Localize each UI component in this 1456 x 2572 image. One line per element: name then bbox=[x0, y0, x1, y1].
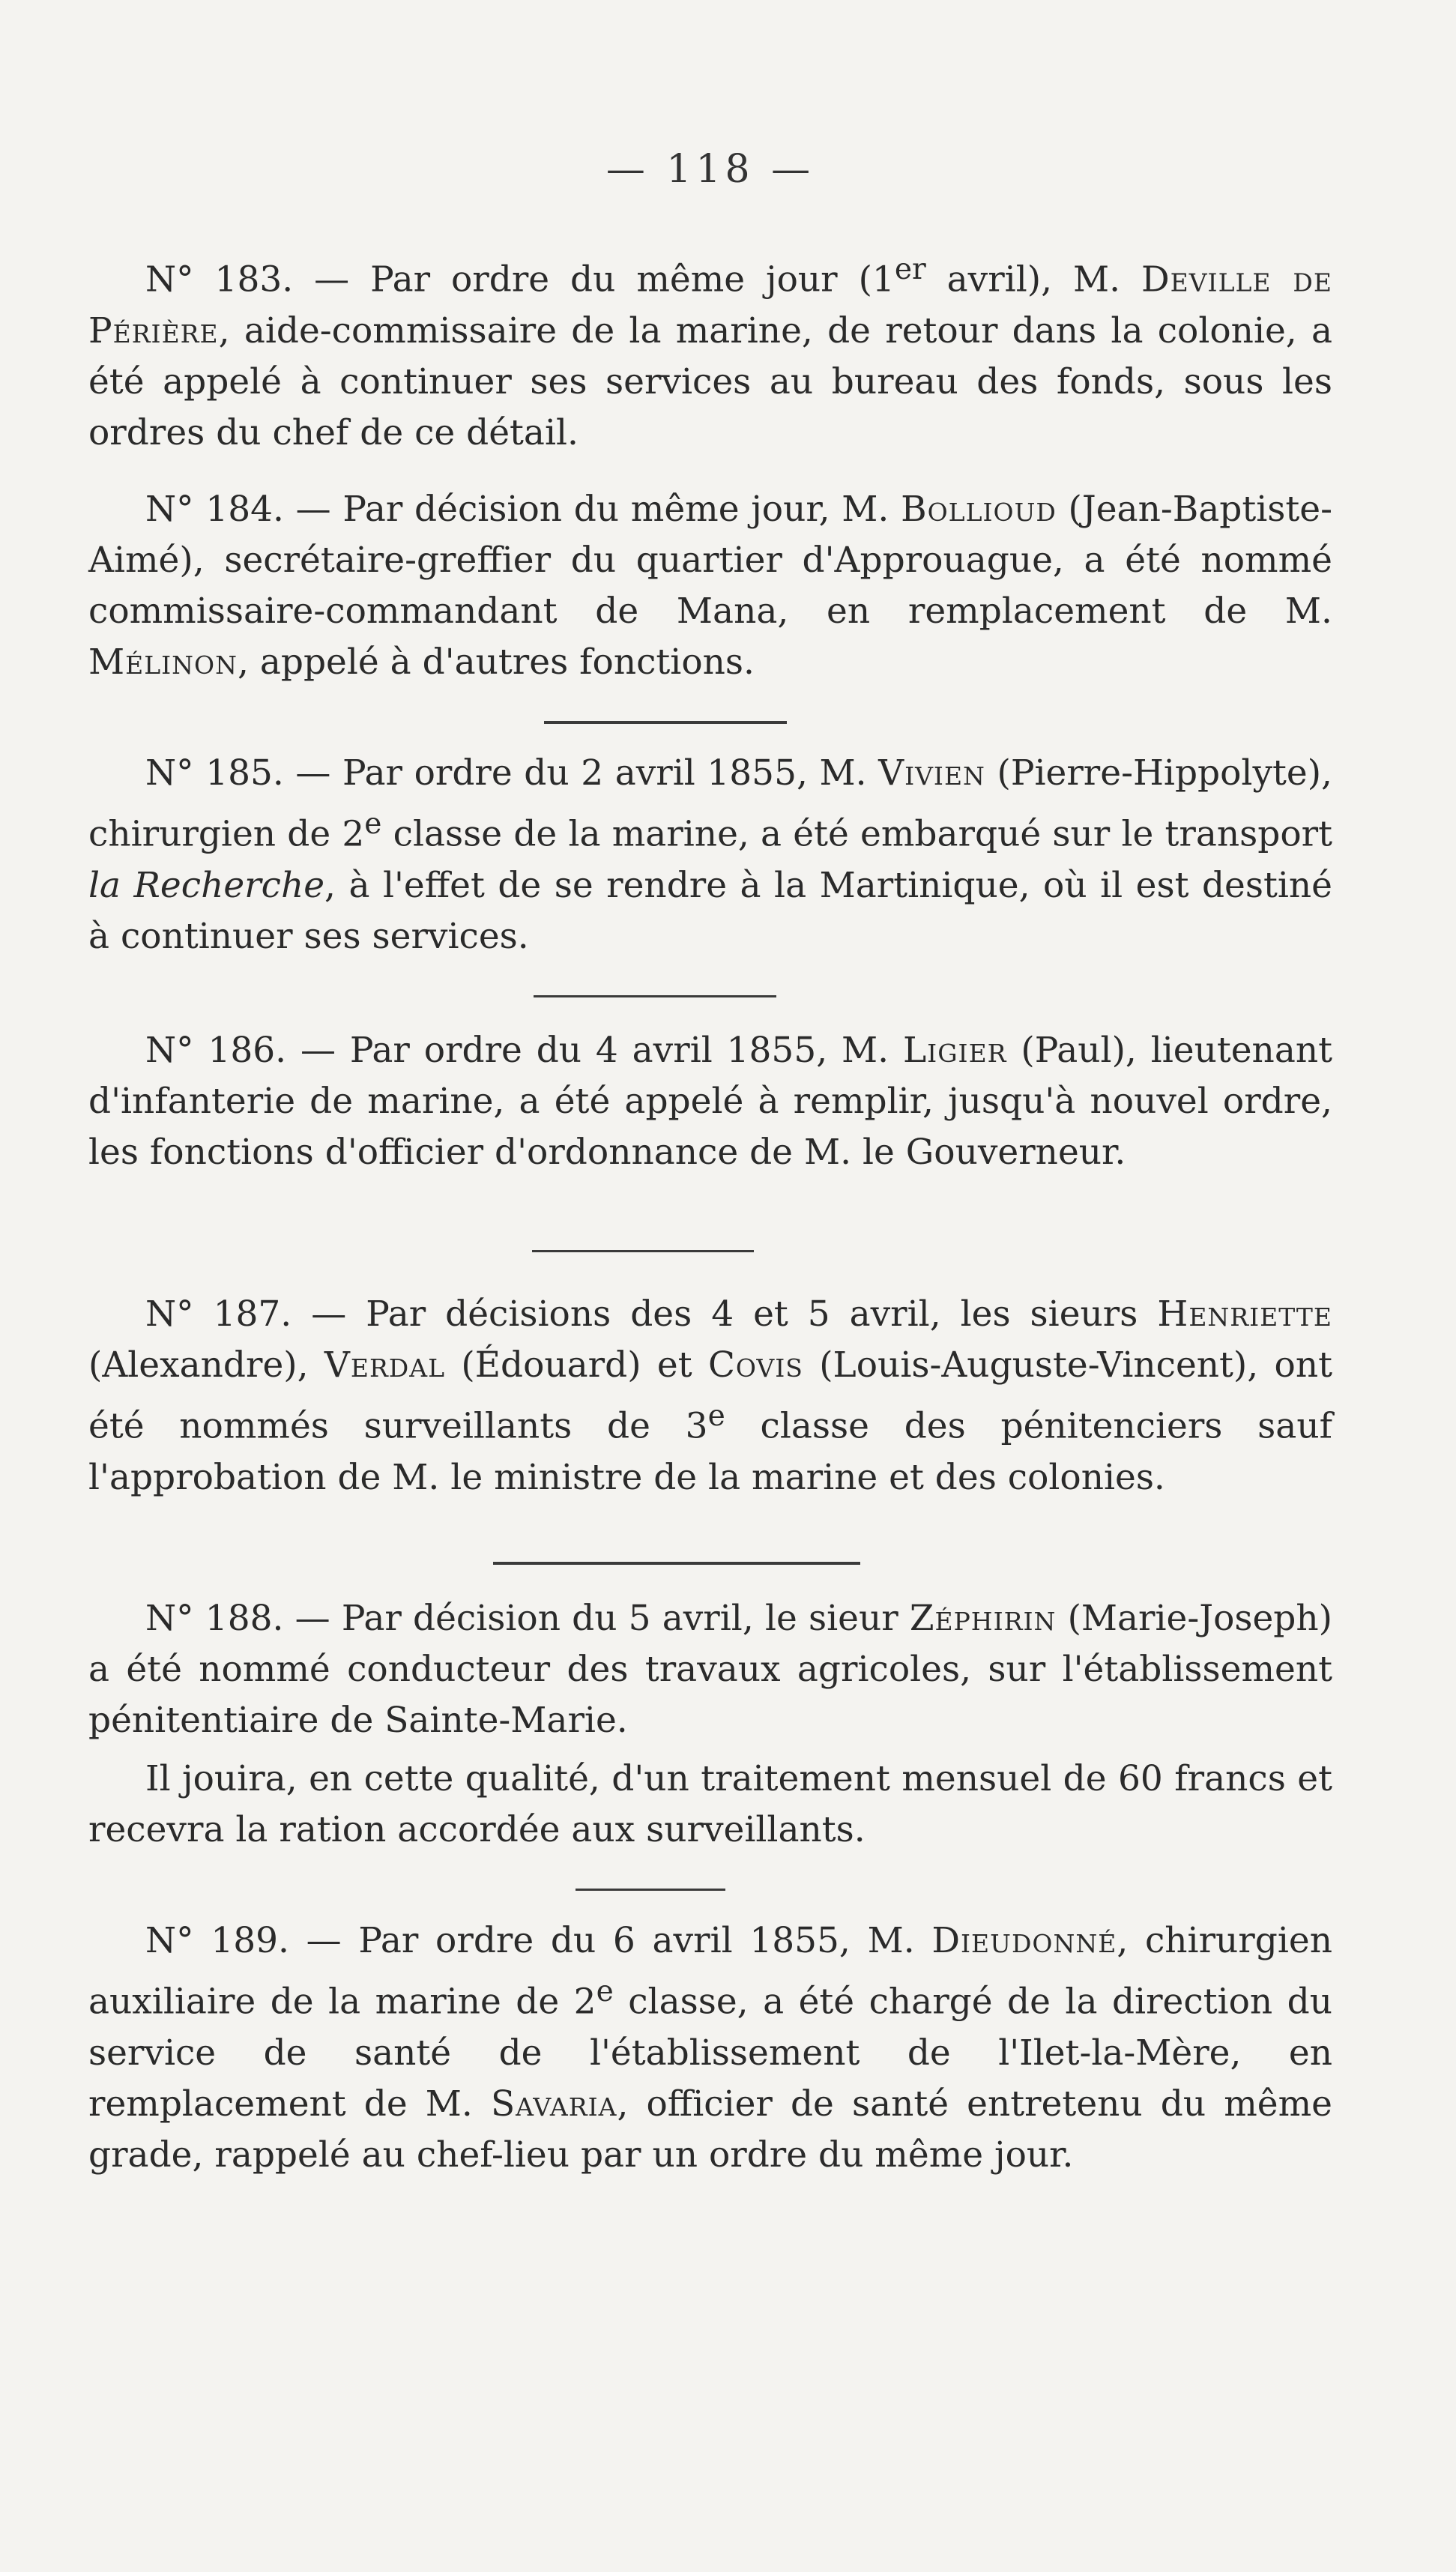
entry-number: N° 183. bbox=[145, 259, 294, 301]
entry-paragraph: N° 186. — Par ordre du 4 avril 1855, M. Ligier (Paul), lieutenant d'infanterie de marine, a été appelé à remplir, jusqu'à nouvel ordre, les fonctions d'officier d'ordonnance de M. le Gouverneur. bbox=[88, 1030, 1332, 1173]
entry-paragraph: N° 187. — Par décisions des 4 et 5 avril, les sieurs Henriette (Alexandre), Verdal (Édouard) et Covis (Louis-Auguste-Vincent), ont été nommés surveillants de 3e classe des pénitenciers sauf l'approbation de M. le ministre de la marine et des colonies. bbox=[88, 1293, 1332, 1498]
entry-paragraph: N° 184. — Par décision du même jour, M. Bollioud (Jean-Baptiste-Aimé), secrétaire-greffier du quartier d'Approuague, a été nommé commissaire-commandant de Mana, en remplacement de M. Mélinon, appelé à d'autres fonctions. bbox=[88, 489, 1332, 683]
section-divider bbox=[544, 721, 787, 724]
entry-paragraph: N° 188. — Par décision du 5 avril, le sieur Zéphirin (Marie-Joseph) a été nommé conducteur des travaux agricoles, sur l'établissement pénitentiaire de Sainte-Marie. bbox=[88, 1598, 1333, 1741]
section-divider bbox=[493, 1562, 860, 1565]
person-name: Dieudonné bbox=[931, 1920, 1117, 1961]
entry-186 bbox=[88, 1025, 1332, 1178]
person-name: Covis bbox=[707, 1344, 803, 1386]
section-divider bbox=[532, 1250, 754, 1252]
entry-188 bbox=[88, 1593, 1332, 1856]
entry-189 bbox=[88, 1916, 1332, 2181]
entry-number: N° 186. bbox=[145, 1030, 287, 1071]
person-name: Mélinon bbox=[88, 642, 238, 683]
person-name: Verdal bbox=[324, 1344, 446, 1386]
entry-paragraph: N° 189. — Par ordre du 6 avril 1855, M. Dieudonné, chirurgien auxiliaire de la marine de 2e classe, a été chargé de la direction du service de santé de l'établissement de l'Ilet-la-Mère, en remplacement de M. Savaria, officier de santé entretenu du même grade, rappelé au chef-lieu par un ordre du même jour. bbox=[88, 1920, 1332, 2176]
person-name: Ligier bbox=[902, 1030, 1007, 1071]
entry-187 bbox=[88, 1289, 1332, 1503]
entry-paragraph: N° 183. — Par ordre du même jour (1er avril), M. Deville de Périère, aide-commissaire de la marine, de retour dans la colonie, a été appelé à continuer ses services au bureau des fonds, sous les ordres du chef de ce détail. bbox=[88, 253, 1332, 453]
entry-paragraph: Il jouira, en cette qualité, d'un traitement mensuel de 60 francs et recevra la ration accordée aux surveillants. bbox=[88, 1758, 1332, 1850]
entry-number: N° 188. bbox=[145, 1598, 284, 1639]
entry-183 bbox=[88, 244, 1332, 459]
page-number: — 118 — bbox=[605, 147, 815, 192]
entry-number: N° 187. bbox=[145, 1293, 292, 1335]
entry-number: N° 185. bbox=[145, 752, 284, 794]
document-page bbox=[88, 0, 1332, 2572]
entry-184 bbox=[88, 484, 1332, 688]
person-name: Vivien bbox=[878, 752, 985, 794]
section-divider bbox=[576, 1889, 725, 1891]
entry-number: N° 189. bbox=[145, 1920, 289, 1961]
person-name: Henriette bbox=[1157, 1293, 1332, 1335]
person-name: Savaria bbox=[490, 2083, 617, 2125]
ship-name: la Recherche bbox=[88, 864, 325, 906]
person-name: Zéphirin bbox=[909, 1598, 1057, 1639]
person-name: Bollioud bbox=[901, 489, 1057, 530]
entry-number: N° 184. bbox=[145, 489, 284, 530]
person-name: Deville de Périère bbox=[88, 259, 1332, 351]
entry-185 bbox=[88, 748, 1332, 962]
entry-paragraph: N° 185. — Par ordre du 2 avril 1855, M. Vivien (Pierre-Hippolyte), chirurgien de 2e classe de la marine, a été embarqué sur le transport la Recherche, à l'effet de se rendre à la Martinique, où il est destiné à continuer ses services. bbox=[88, 752, 1333, 957]
section-divider bbox=[534, 995, 776, 997]
